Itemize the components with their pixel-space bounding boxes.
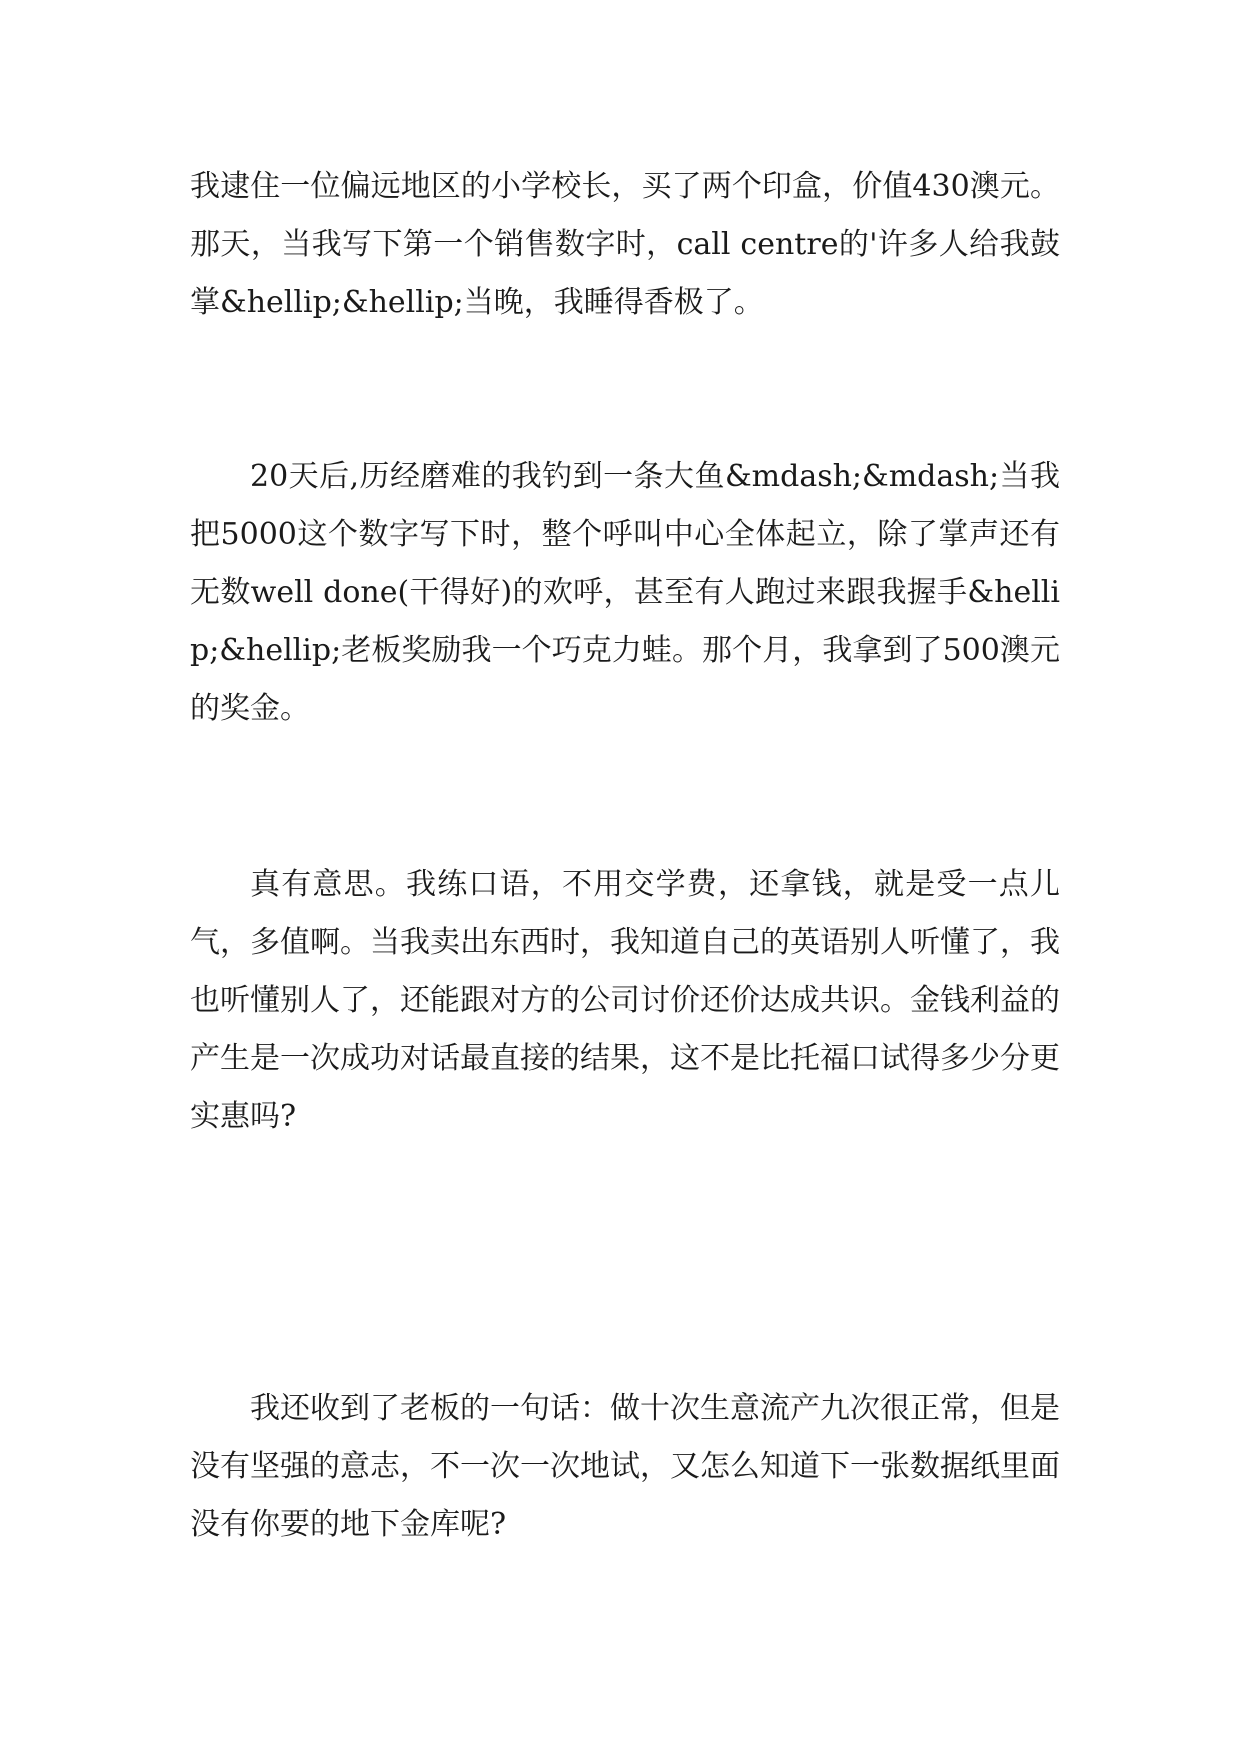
paragraph-4: 我还收到了老板的一句话：做十次生意流产九次很正常，但是没有坚强的意志，不一次一次地试，又怎么知道下一张数据纸里面没有你要的地下金库呢? (190, 1391, 1060, 1542)
paragraph-3: 真有意思。我练口语，不用交学费，还拿钱，就是受一点儿气，多值啊。当我卖出东西时，我知道自己的英语别人听懂了，我也听懂别人了，还能跟对方的公司讨价还价达成共识。金钱利益的产生是一次成功对话最直接的结果，这不是比托福口试得多少分更实惠吗? (190, 867, 1060, 1134)
paragraph-1: 我逮住一位偏远地区的小学校长，买了两个印盒，价值430澳元。那天，当我写下第一个销售数字时，call centre的'许多人给我鼓掌&hellip;&hellip;当晚，我睡得香极了。 (190, 169, 1060, 320)
paragraph-2: 20天后,历经磨难的我钓到一条大鱼&mdash;&mdash;当我把5000这个数字写下时，整个呼叫中心全体起立，除了掌声还有无数well done(干得好)的欢呼，甚至有人跑过来跟我握手&hellip;&hellip;老板奖励我一个巧克力蛙。那个月，我拿到了500澳元的奖金。 (190, 459, 1060, 726)
